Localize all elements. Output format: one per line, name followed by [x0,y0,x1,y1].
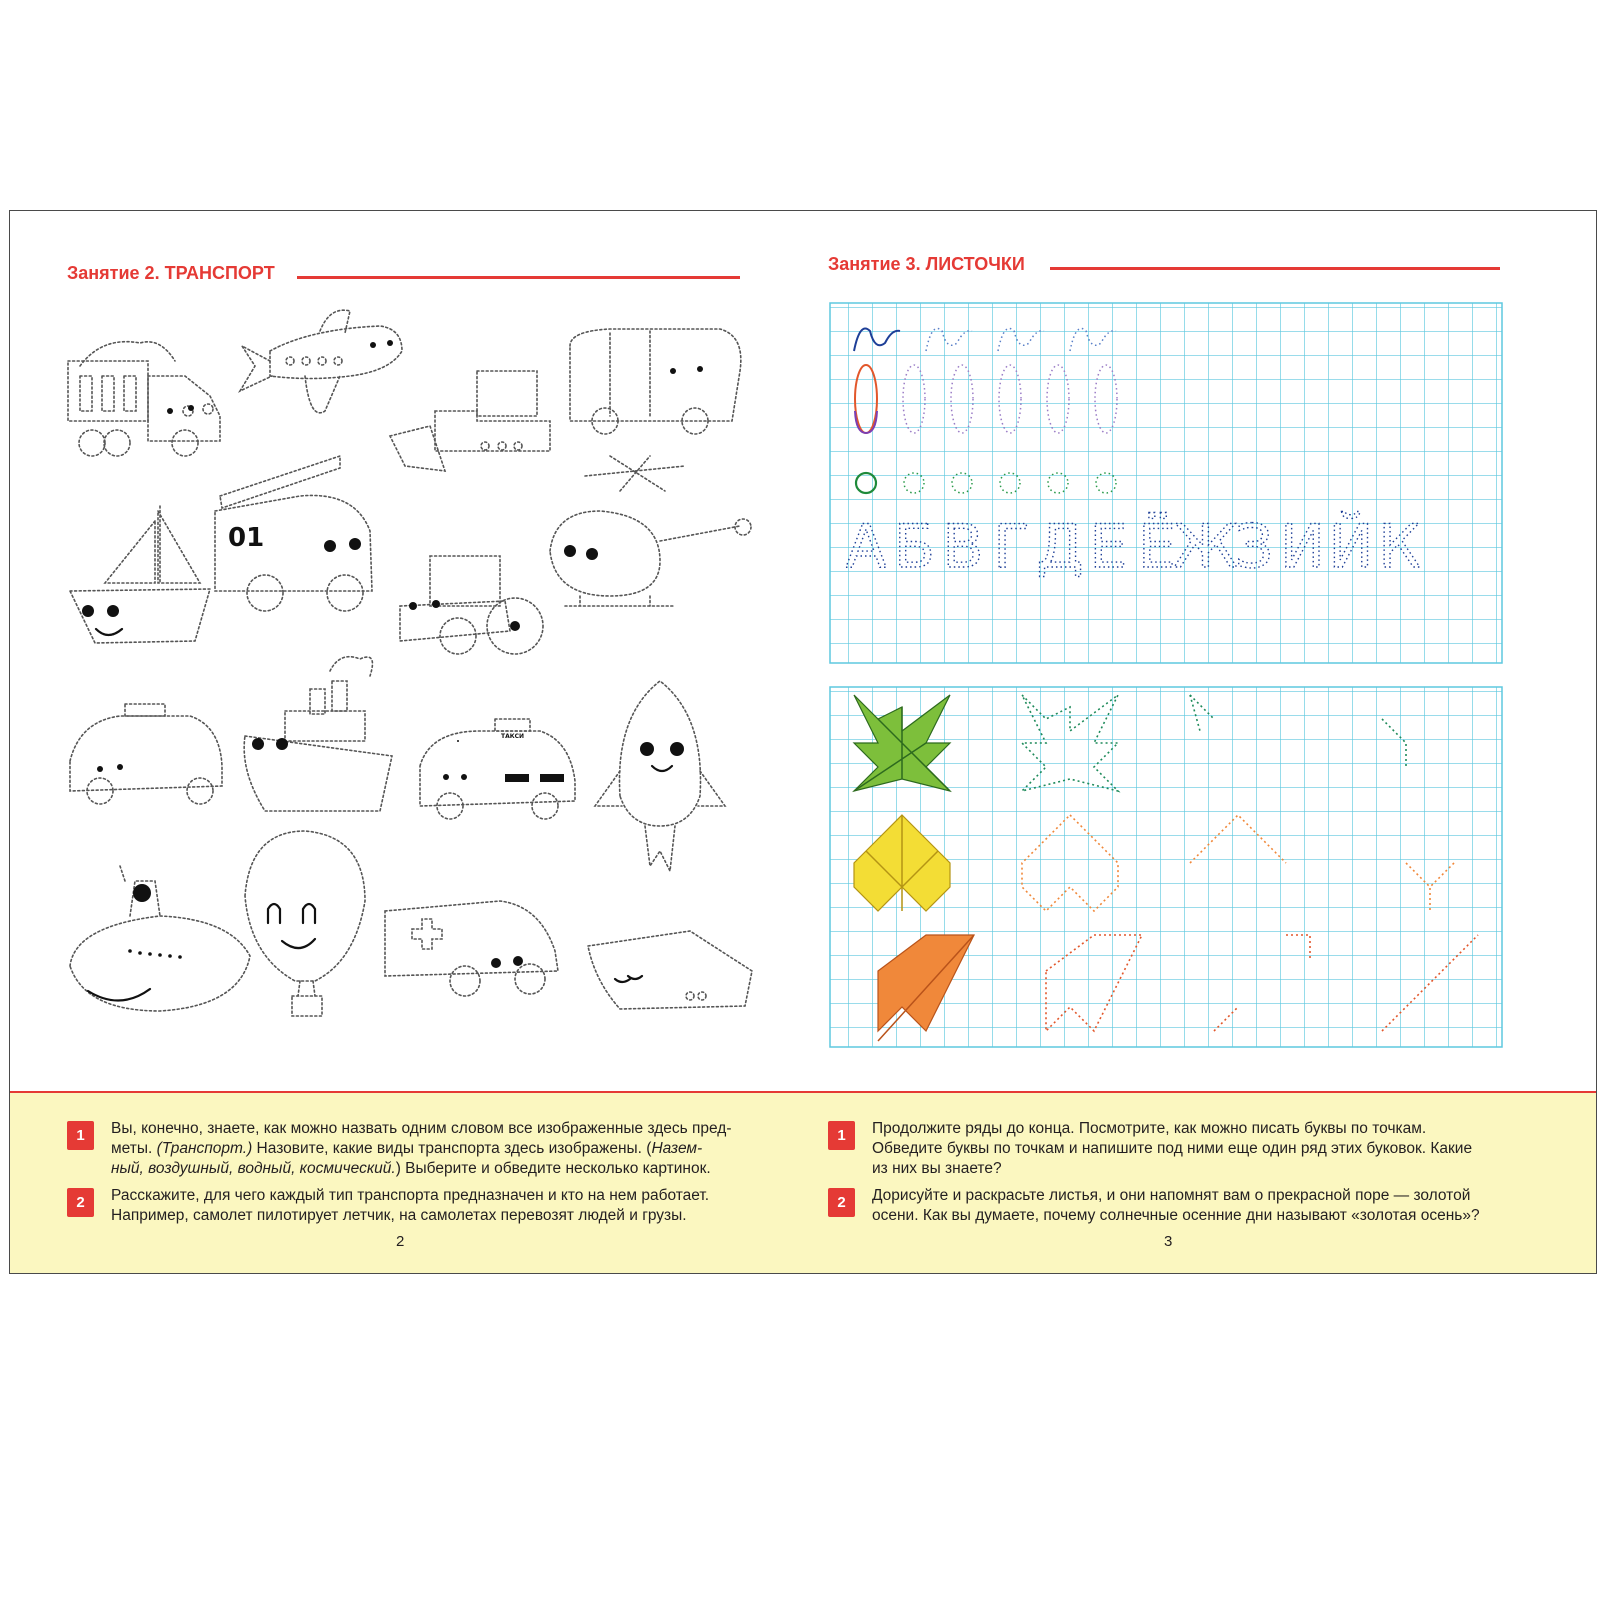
bus-picture[interactable] [570,329,741,434]
page-number-right: 3 [1164,1233,1173,1250]
task-text: Дорисуйте и раскрасьте листья, и они напомнят вам о прекрасной поре — золотой осени. Как вы думаете, почему солнечные осенние дни называют «золотая осень»? [872,1187,1480,1224]
page-number-left: 2 [396,1233,405,1250]
page-left [10,211,800,1274]
workbook-spread [9,210,1597,1274]
dotted-letter[interactable]: К [1378,512,1421,582]
taxi-picture[interactable] [420,719,575,819]
taxi-sign: ТАКСИ [501,733,525,740]
task-number-badge: 1 [828,1121,855,1150]
ambulance-picture[interactable] [385,901,558,996]
dotted-letter[interactable]: В [942,512,984,582]
task-text: Вы, конечно, знаете, как можно назвать одним словом все изображенные здесь пред- меты. (Транспорт.) Назовите, какие виды транспорта здесь изображены. (Назем- ный, воздушный, водный, космический.) Выберите и обведите несколько картинок. [111,1120,732,1177]
dump-truck-picture[interactable] [68,342,220,456]
task-text: Расскажите, для чего каждый тип транспорта предназначен и кто на нем работает. Например, самолет пилотирует летчик, на самолетах перевозят людей и грузы. [111,1187,710,1224]
task-text: Продолжите ряды до конца. Посмотрите, как можно писать буквы по точкам. Обведите буквы по точкам и напишите под ними еще один ряд этих буковок. Какие из них вы знаете? [872,1120,1473,1177]
page-right [800,211,1597,1274]
sailboat-picture[interactable] [70,506,210,643]
dotted-letter[interactable]: Е [1089,512,1128,582]
dotted-letter[interactable]: И [1280,512,1325,582]
helicopter-picture[interactable] [550,456,751,606]
police-car-picture[interactable] [70,704,222,804]
tractor-picture[interactable] [400,556,543,654]
footer-tasks-right [800,1091,1597,1274]
task-number-badge: 1 [67,1121,94,1150]
airplane-picture[interactable] [240,310,402,413]
task-number-badge: 2 [828,1188,855,1217]
dotted-letter[interactable]: З [1234,512,1274,582]
steamship-picture[interactable] [244,657,392,811]
dotted-letter[interactable]: Ж [1173,512,1238,582]
rocket-picture[interactable] [595,681,725,871]
dotted-letter[interactable]: Г [993,512,1030,582]
lesson-title-transport: Занятие 2. ТРАНСПОРТ [67,263,275,283]
fire-truck-number: 01 [228,523,265,553]
footer-tasks-left [10,1091,800,1274]
dotted-letter[interactable]: А [845,512,887,582]
dotted-letter[interactable]: Й [1328,512,1374,582]
dotted-letter[interactable]: Б [893,512,936,582]
maple-leaf-sample[interactable] [854,695,950,791]
hot-air-balloon-picture[interactable] [245,831,365,1016]
dotted-letter[interactable]: Ё [1138,512,1176,582]
submarine-portholes [128,949,182,959]
writing-grid-top[interactable] [830,303,1502,663]
cartoon-smiles [88,629,672,1001]
bulldozer-picture[interactable] [390,371,550,471]
handwriting-grid [800,211,1597,1091]
dotted-letter[interactable]: Д [1036,512,1084,582]
lesson-title-leaves: Занятие 3. ЛИСТОЧКИ [828,254,1025,274]
motorboat-picture[interactable] [588,931,752,1009]
task-number-badge: 2 [67,1188,94,1217]
transport-pictures [10,211,800,1091]
submarine-picture[interactable] [70,866,250,1011]
